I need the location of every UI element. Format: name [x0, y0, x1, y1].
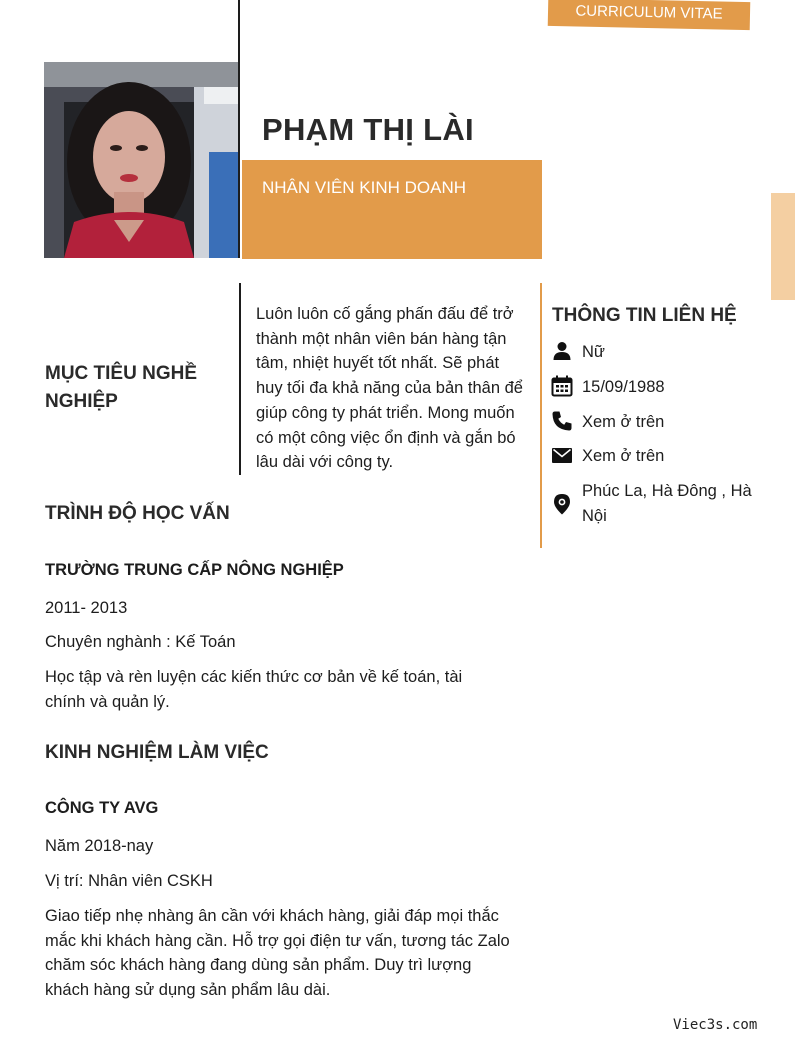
experience-company: CÔNG TY AVG — [45, 799, 159, 817]
experience-years: Năm 2018-nay — [45, 837, 154, 855]
contact-phone-row — [551, 410, 766, 435]
education-school: TRƯỜNG TRUNG CẤP NÔNG NGHIỆP — [45, 561, 344, 579]
experience-heading: KINH NGHIỆM LÀM VIỆC — [45, 742, 269, 763]
phone-icon — [551, 410, 573, 432]
contact-address-row — [551, 479, 766, 529]
site-watermark: Viec3s.com — [673, 1017, 758, 1033]
curriculum-vitae-badge: CURRICULUM VITAE — [548, 0, 751, 30]
education-description: Học tập và rèn luyện các kiến thức cơ bản về kế toán, tài chính và quản lý. — [45, 668, 463, 711]
contact-divider-line — [540, 283, 542, 548]
contact-birthday-row — [551, 375, 766, 400]
education-heading: TRÌNH ĐỘ HỌC VẤN — [45, 503, 230, 524]
profile-photo-illustration — [44, 62, 238, 258]
objective-divider-line — [239, 283, 241, 475]
contact-email: Xem ở trên — [582, 447, 665, 465]
profile-photo — [44, 62, 238, 258]
location-pin-icon — [551, 493, 573, 515]
education-years: 2011- 2013 — [45, 599, 128, 617]
contact-gender-row — [551, 340, 766, 365]
contact-phone: Xem ở trên — [582, 413, 665, 431]
contact-email-row — [551, 444, 766, 469]
education-major: Chuyên nghành : Kế Toán — [45, 633, 236, 651]
contact-gender: Nữ — [582, 343, 605, 361]
experience-position: Vị trí: Nhân viên CSKH — [45, 872, 213, 890]
objective-text: Luôn luôn cố gắng phấn đấu để trở thành một nhân viên bán hàng tận tâm, nhiệt huyết tốt nhất. Sẽ phát huy tối đa khả năng của bản thân để giúp công ty phát triển. Mong muốn có một công việc ổn định và gắn bó lâu dài với công ty. — [256, 305, 523, 472]
candidate-name: PHẠM THỊ LÀI — [262, 112, 474, 147]
objective-heading: MỤC TIÊU NGHỀ NGHIỆP — [45, 363, 197, 412]
mail-icon — [551, 444, 573, 466]
contact-address: Phúc La, Hà Đông , Hà Nội — [582, 482, 752, 525]
job-title-box — [242, 160, 542, 259]
job-title: NHÂN VIÊN KINH DOANH — [262, 178, 467, 197]
contact-birthday: 15/09/1988 — [582, 378, 665, 396]
calendar-icon — [551, 375, 573, 397]
contact-heading: THÔNG TIN LIÊN HỆ — [552, 305, 737, 326]
header-divider-line — [238, 0, 240, 258]
person-icon — [551, 340, 573, 362]
experience-description: Giao tiếp nhẹ nhàng ân cần với khách hàng, giải đáp mọi thắc mắc khi khách hàng cần. Hỗ trợ gọi điện tư vấn, tương tác Zalo chăm sóc khách hàng đang dùng sản phẩm. Duy trì lượng khách hàng sử dụng sản phẩm lâu dài. — [45, 907, 510, 1000]
side-accent-tab — [771, 193, 795, 300]
